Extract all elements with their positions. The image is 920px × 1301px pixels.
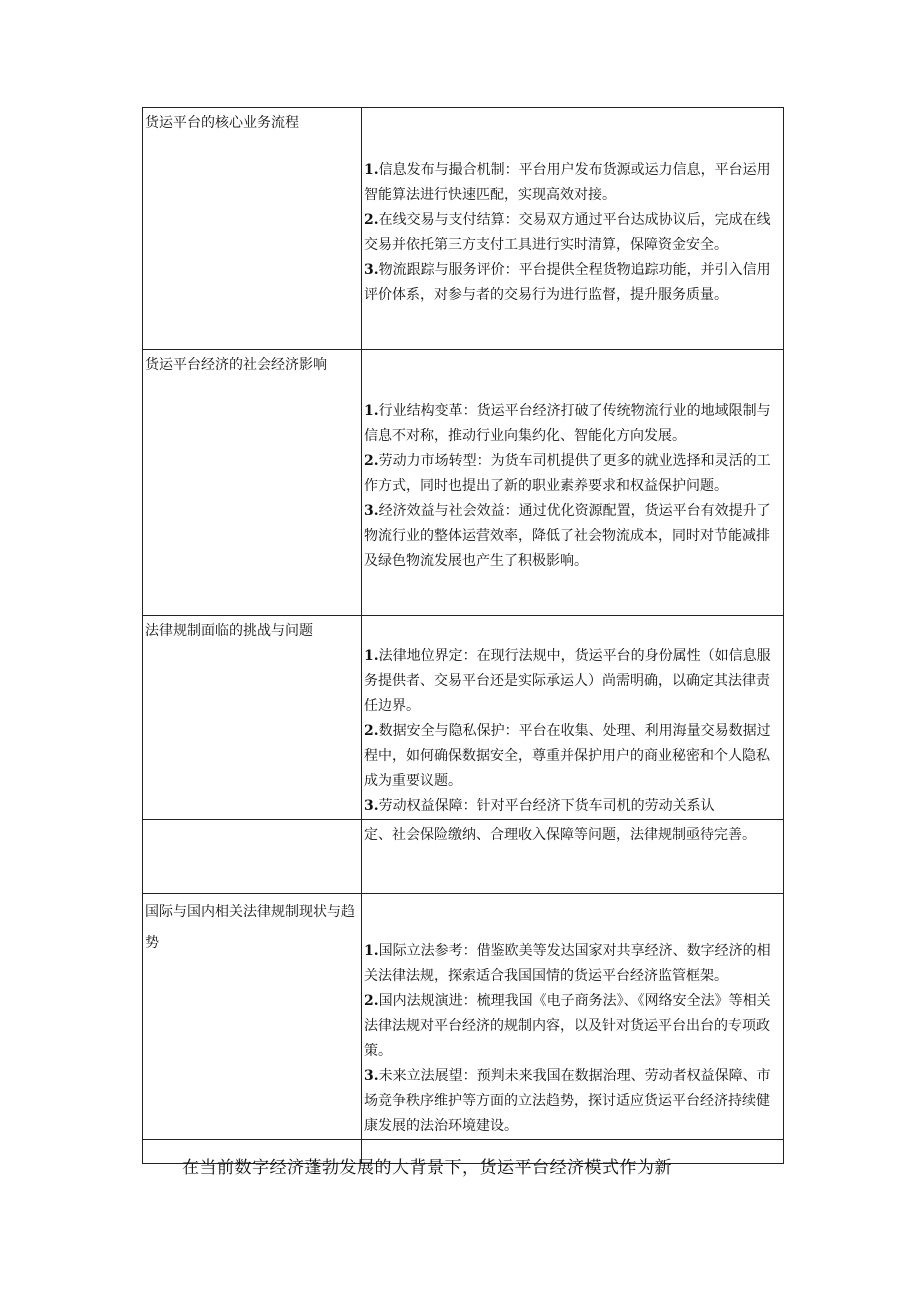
list-item: 2.在线交易与支付结算：交易双方通过平台达成协议后，完成在线交易并依托第三方支付工具进行实时清算，保障资金安全。 [364,212,771,253]
list-item: 1.行业结构变革：货运平台经济打破了传统物流行业的地域限制与信息不对称，推动行业向集约化、智能化方向发展。 [364,403,771,444]
list-item: 2.数据安全与隐私保护：平台在收集、处理、利用海量交易数据过程中，如何确保数据安全，尊重并保护用户的商业秘密和个人隐私成为重要议题。 [364,723,771,789]
row-heading: 货运平台经济的社会经济影响 [145,357,327,373]
content-table [142,107,784,1164]
table-row [143,820,784,894]
row-content-cell [362,894,784,1140]
row-heading: 货运平台的核心业务流程 [145,115,299,131]
table-row [143,616,784,820]
row-content-cell [362,108,784,350]
table-row [143,350,784,616]
list-item: 3.未来立法展望：预判未来我国在数据治理、劳动者权益保障、市场竞争秩序维护等方面的立法趋势，探讨适应货运平台经济持续健康发展的法治环境建设。 [364,1068,771,1134]
row-heading: 国际与国内相关法律规制现状与趋势 [145,904,355,951]
row-heading-cell [143,350,362,616]
row-content-cell [362,616,784,820]
table-row [143,894,784,1140]
row-content-cell [362,350,784,616]
list-item: 2.劳动力市场转型：为货车司机提供了更多的就业选择和灵活的工作方式，同时也提出了新的职业素养要求和权益保护问题。 [364,453,771,494]
row-heading-cell [143,108,362,350]
row-heading-cell-empty [143,820,362,894]
list-item: 1.法律地位界定：在现行法规中，货运平台的身份属性（如信息服务提供者、交易平台还是实际承运人）尚需明确，以确定其法律责任边界。 [364,648,771,714]
row-heading: 法律规制面临的挑战与问题 [145,623,313,639]
list-item: 1.国际立法参考：借鉴欧美等发达国家对共享经济、数字经济的相关法律法规，探索适合我国国情的货运平台经济监管框架。 [364,943,771,984]
list-item: 2.国内法规演进：梳理我国《电子商务法》、《网络安全法》等相关法律法规对平台经济的规制内容，以及针对货运平台出台的专项政策。 [364,993,771,1059]
list-item: 3.物流跟踪与服务评价：平台提供全程货物追踪功能，并引入信用评价体系，对参与者的交易行为进行监督，提升服务质量。 [364,262,771,303]
row-heading-cell [143,894,362,1140]
table-row [143,108,784,350]
body-paragraph: 在当前数字经济蓬勃发展的大背景下，货运平台经济模式作为新 [182,1158,672,1178]
continuation-text: 定、社会保险缴纳、合理收入保障等问题，法律规制亟待完善。 [364,827,756,843]
row-content-cell [362,820,784,894]
list-item: 1.信息发布与撮合机制：平台用户发布货源或运力信息，平台运用智能算法进行快速匹配，实现高效对接。 [364,162,771,203]
row-heading-cell [143,616,362,820]
list-item: 3.经济效益与社会效益：通过优化资源配置，货运平台有效提升了物流行业的整体运营效率，降低了社会物流成本，同时对节能减排及绿色物流发展也产生了积极影响。 [364,503,771,569]
list-item: 3.劳动权益保障：针对平台经济下货车司机的劳动关系认 [364,798,715,814]
